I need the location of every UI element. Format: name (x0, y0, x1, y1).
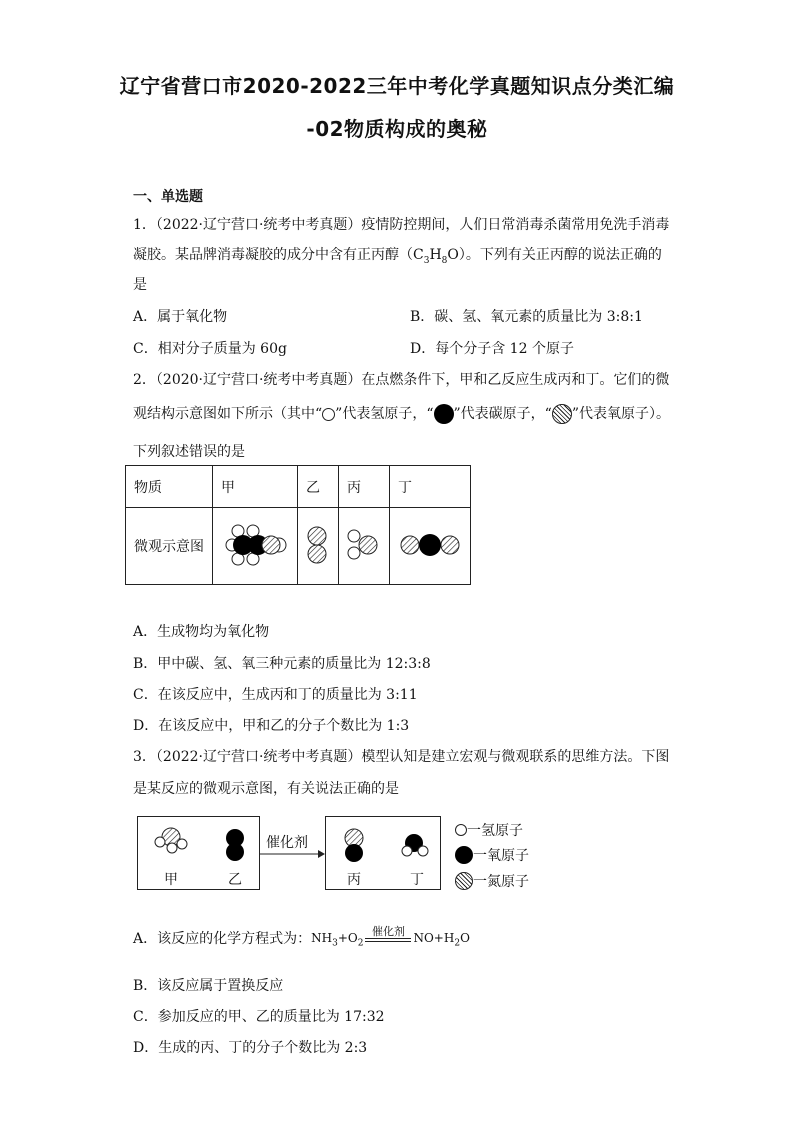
product-box (325, 816, 441, 890)
table-row-label: 微观示意图 (126, 508, 213, 585)
q3-stem-line2: 是某反应的微观示意图，有关说法正确的是 (133, 781, 399, 797)
q1-stem-line3: 是 (133, 277, 147, 293)
molecule-ding (390, 508, 471, 585)
table-header-jia: 甲 (213, 466, 298, 508)
q3-stem-line1: 3．（2022·辽宁营口·统考中考真题）模型认知是建立宏观与微观联系的思维方法。下图 (133, 749, 670, 765)
table-header-ding: 丁 (390, 466, 471, 508)
equation: $NH_3+O_2$ (311, 930, 364, 948)
q3-option-d[interactable]: D．生成的丙、丁的分子个数比为 2:3 (133, 1040, 368, 1056)
q1-option-b[interactable]: B．碳、氢、氧元素的质量比为 3:8:1 (410, 309, 643, 325)
carbon-atom-icon (434, 404, 454, 424)
label-bing: 丙 (347, 872, 361, 888)
equation-catalyst-bar: 催化剂 (365, 938, 411, 948)
q2-option-d[interactable]: D．在该反应中，甲和乙的分子个数比为 1:3 (133, 718, 410, 734)
legend-nitrogen: 一氮原子 (455, 868, 529, 894)
legend (455, 818, 529, 894)
table-header-bing: 丙 (338, 466, 389, 508)
equation-products: $NO+H_2O$ (413, 930, 470, 948)
q1-option-a[interactable]: A．属于氧化物 (133, 309, 228, 325)
q2-stem-line2: 观结构示意图如下所示（其中“ ”代表氢原子，“ ”代表碳原子，“ ”代表氧原子）。 (133, 406, 670, 422)
q1-stem-line1: 1．（2022·辽宁营口·统考中考真题）疫情防控期间，人们日常消毒杀菌常用免洗手消毒 (133, 217, 670, 233)
oxygen-molecule-icon (298, 508, 336, 580)
product-molecules-icon (326, 817, 440, 867)
q2-stem-line3: 下列叙述错误的是 (133, 444, 245, 460)
q3-option-c[interactable]: C．参加反应的甲、乙的质量比为 17:32 (133, 1009, 385, 1025)
legend-hydrogen: 一氢原子 (455, 818, 529, 842)
hydrogen-legend-icon (455, 824, 467, 836)
page-subtitle: -02物质构成的奥秘 (306, 117, 488, 141)
ethanol-molecule-icon (213, 508, 297, 580)
catalyst-label: 催化剂 (266, 835, 308, 851)
section-heading: 一、单选题 (133, 189, 203, 205)
table-header-yi: 乙 (298, 466, 339, 508)
reactant-molecules-icon (138, 817, 259, 867)
label-jia: 甲 (164, 872, 178, 888)
q2-option-b[interactable]: B．甲中碳、氢、氧三种元素的质量比为 12:3:8 (133, 656, 431, 672)
molecule-jia (213, 508, 298, 585)
reaction-arrow-icon (260, 848, 326, 860)
label-ding: 丁 (410, 872, 424, 888)
q1-option-c[interactable]: C．相对分子质量为 60g (133, 341, 287, 357)
molecule-yi (298, 508, 339, 585)
page-title: 辽宁省营口市2020-2022三年中考化学真题知识点分类汇编 (119, 74, 675, 98)
q2-option-c[interactable]: C．在该反应中，生成丙和丁的质量比为 3:11 (133, 687, 418, 703)
nitrogen-legend-icon (455, 872, 473, 890)
legend-oxygen: 一氧原子 (455, 842, 529, 868)
q1-stem-line2: 凝胶。某品牌消毒凝胶的成分中含有正丙醇$(C_3H_8O)$。下列有关正丙醇的说法正确的 (133, 247, 662, 266)
table-header-substance: 物质 (126, 466, 213, 508)
q1-option-d[interactable]: D．每个分子含 12 个原子 (410, 341, 574, 357)
q2-option-a[interactable]: A．生成物均为氧化物 (133, 624, 270, 640)
q3-option-a[interactable]: A．该反应的化学方程式为： $NH_3+O_2$ 催化剂 $NO+H_2O$ (133, 925, 470, 948)
molecule-bing (338, 508, 389, 585)
hydrogen-atom-icon (322, 408, 335, 421)
q2-stem-line1: 2．（2020·辽宁营口·统考中考真题）在点燃条件下，甲和乙反应生成丙和丁。它们的微 (133, 372, 670, 388)
molecule-table (125, 465, 471, 585)
oxygen-atom-icon (552, 404, 572, 424)
label-yi: 乙 (228, 872, 242, 888)
water-molecule-icon (339, 508, 389, 580)
reactant-box (137, 816, 260, 890)
carbon-dioxide-molecule-icon (390, 508, 470, 580)
oxygen-legend-icon (455, 846, 473, 864)
q3-option-b[interactable]: B．该反应属于置换反应 (133, 978, 284, 994)
